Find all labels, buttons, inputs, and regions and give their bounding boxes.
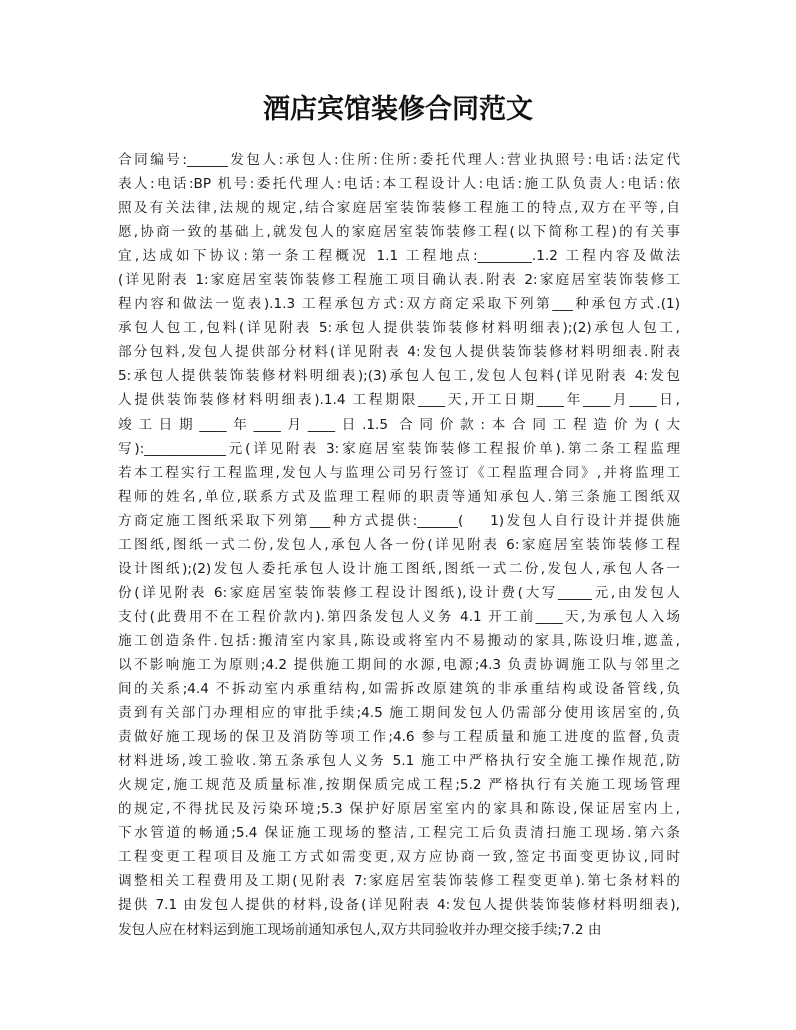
body-line: 部分包料,发包人提供部分材料(详见附表 4:发包人提供装饰装修材料明细表.附表 bbox=[118, 344, 680, 361]
body-line: 竣工日期____年____月____日.1.5 合同价款:本合同工程造价为(大 bbox=[118, 416, 680, 433]
body-line: 发包人应在材料运到施工现场前通知承包人,双方共同验收并办理交接手续;7.2 由 bbox=[118, 921, 602, 938]
body-line: 人提供装饰装修材料明细表).1.4 工程期限____天,开工日期____年____月____日, bbox=[118, 392, 680, 409]
body-line: 设计图纸);(2)发包人委托承包人设计施工图纸,图纸一式二份,发包人,承包人各一 bbox=[118, 560, 680, 577]
body-line: 宜,达成如下协议:第一条工程概况 1.1 工程地点:________.1.2 工程内容及做法 bbox=[118, 248, 680, 265]
body-line: 工图纸,图纸一式二份,发包人,承包人各一份(详见附表 6:家庭居室装饰装修工程 bbox=[118, 536, 680, 553]
body-line: 5:承包人提供装饰装修材料明细表);(3)承包人包工,发包人包料(详见附表 4:发包 bbox=[118, 368, 680, 385]
body-line: 支付(此费用不在工程价款内).第四条发包人义务 4.1 开工前____天,为承包人入场 bbox=[118, 608, 680, 625]
body-line: 程师的姓名,单位,联系方式及监理工程师的职责等通知承包人.第三条施工图纸双 bbox=[118, 488, 680, 505]
body-line: 写):____________元(详见附表 3:家庭居室装饰装修工程报价单).第二条工程监理 bbox=[118, 440, 680, 457]
body-line: 下水管道的畅通;5.4 保证施工现场的整洁,工程完工后负责清扫施工现场.第六条 bbox=[118, 825, 680, 842]
body-line: 合同编号:______发包人:承包人:住所:住所:委托代理人:营业执照号:电话:法定代 bbox=[118, 152, 680, 168]
body-line: 方商定施工图纸采取下列第___种方式提供:______( 1)发包人自行设计并提供施 bbox=[118, 512, 680, 529]
body-line: 表人:电话:BP 机号:委托代理人:电话:本工程设计人:电话:施工队负责人:电话:依 bbox=[118, 176, 680, 193]
body-line: 愿,协商一致的基础上,就发包人的家庭居室装饰装修工程(以下简称工程)的有关事 bbox=[118, 224, 680, 241]
body-line: 份(详见附表 6:家庭居室装饰装修工程设计图纸),设计费(大写_____元,由发包人 bbox=[118, 584, 680, 601]
body-line: 程内容和做法一览表).1.3 工程承包方式:双方商定采取下列第___种承包方式.(1) bbox=[118, 296, 680, 313]
document-body bbox=[118, 148, 680, 942]
document-title: 酒店宾馆装修合同范文 bbox=[263, 94, 533, 125]
body-line: 以不影响施工为原则;4.2 提供施工期间的水源,电源;4.3 负责协调施工队与邻里之 bbox=[118, 656, 680, 673]
body-line: 工程变更工程项目及施工方式如需变更,双方应协商一致,签定书面变更协议,同时 bbox=[118, 849, 680, 866]
body-line: 提供 7.1 由发包人提供的材料,设备(详见附表 4:发包人提供装饰装修材料明细表), bbox=[118, 897, 680, 914]
body-line: 的规定,不得扰民及污染环境;5.3 保护好原居室室内的家具和陈设,保证居室内上, bbox=[118, 801, 680, 818]
body-line: 若本工程实行工程监理,发包人与监理公司另行签订《工程监理合同》,并将监理工 bbox=[118, 464, 680, 481]
body-line: 调整相关工程费用及工期(见附表 7:家庭居室装饰装修工程变更单).第七条材料的 bbox=[118, 873, 680, 890]
body-line: (详见附表 1:家庭居室装饰装修工程施工项目确认表.附表 2:家庭居室装饰装修工 bbox=[118, 272, 680, 289]
body-line: 火规定,施工规范及质量标准,按期保质完成工程;5.2 严格执行有关施工现场管理 bbox=[118, 777, 680, 794]
body-line: 责到有关部门办理相应的审批手续;4.5 施工期间发包人仍需部分使用该居室的,负 bbox=[118, 705, 680, 722]
body-line: 责做好施工现场的保卫及消防等项工作;4.6 参与工程质量和施工进度的监督,负责 bbox=[118, 729, 680, 746]
body-line: 施工创造条件.包括:搬清室内家具,陈设或将室内不易搬动的家具,陈设归堆,遮盖, bbox=[118, 632, 680, 649]
body-line: 照及有关法律,法规的规定,结合家庭居室装饰装修工程施工的特点,双方在平等,自 bbox=[118, 200, 680, 217]
body-line: 材料进场,竣工验收.第五条承包人义务 5.1 施工中严格执行安全施工操作规范,防 bbox=[118, 753, 680, 770]
body-line: 间的关系;4.4 不拆动室内承重结构,如需拆改原建筑的非承重结构或设备管线,负 bbox=[118, 681, 680, 698]
body-line: 承包人包工,包料(详见附表 5:承包人提供装饰装修材料明细表);(2)承包人包工, bbox=[118, 320, 680, 337]
